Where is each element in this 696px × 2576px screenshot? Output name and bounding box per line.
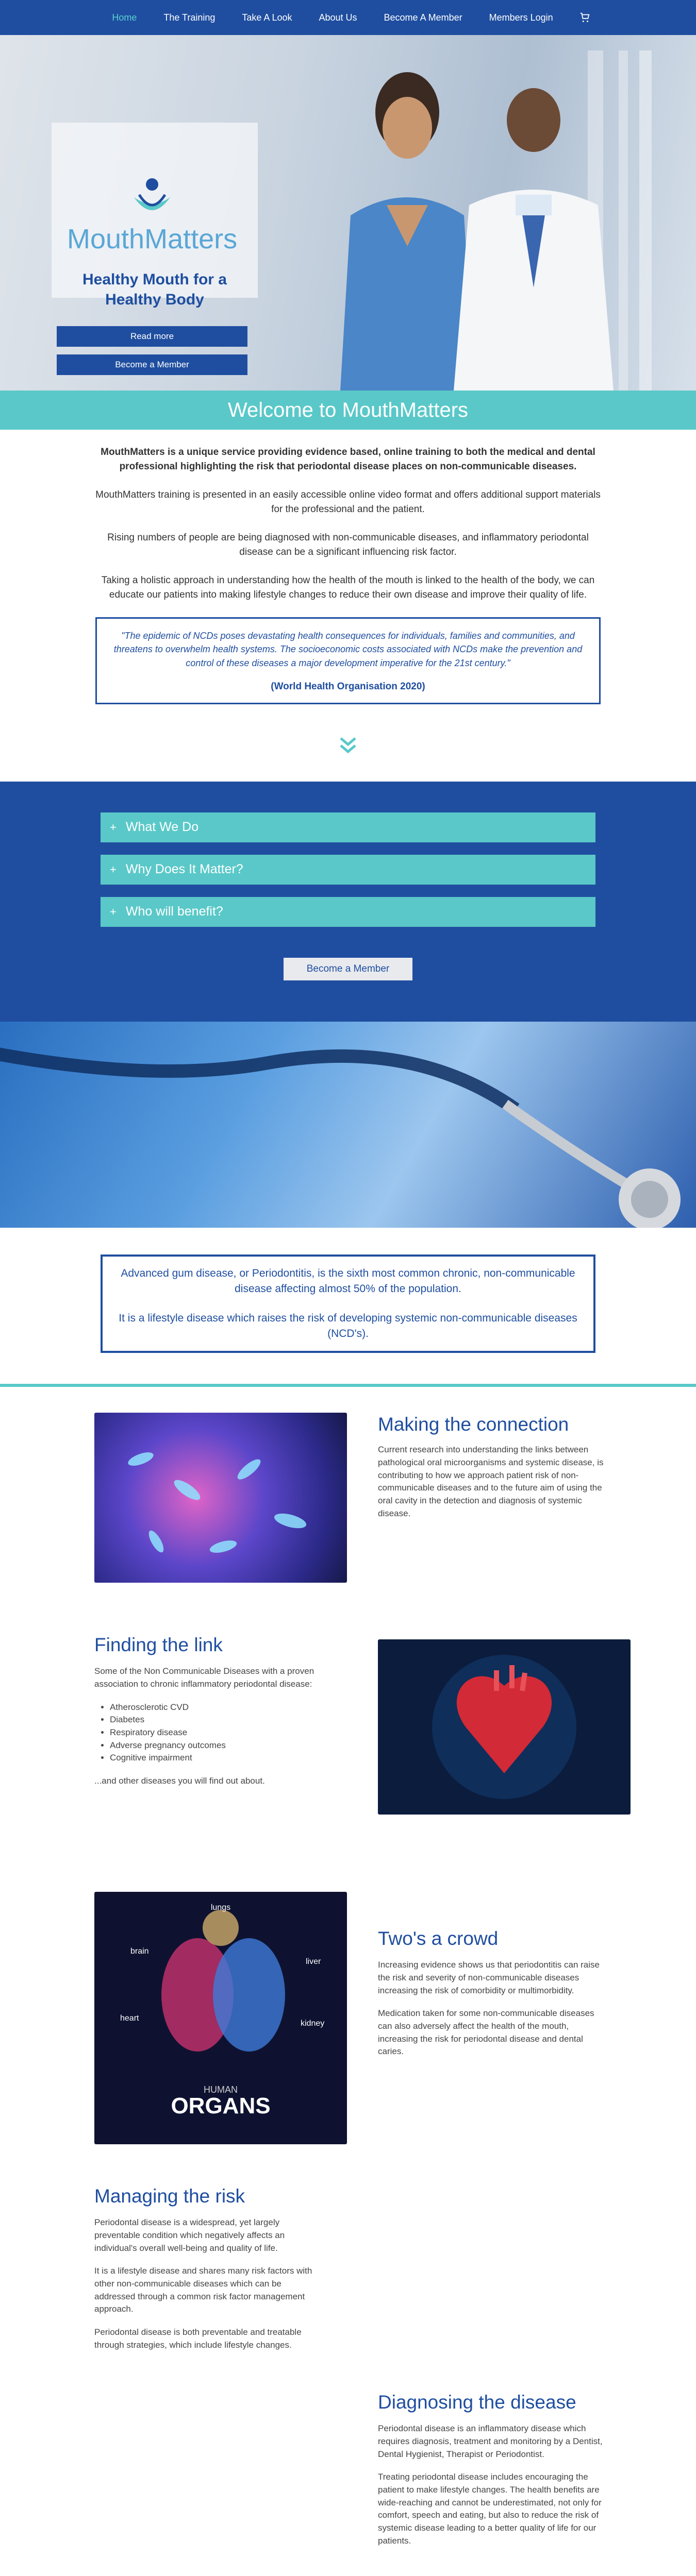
nav-about-us[interactable]: About Us bbox=[319, 12, 357, 23]
link-title: Finding the link bbox=[94, 1634, 223, 1656]
section-managing-the-risk bbox=[0, 2149, 696, 2381]
link-intro: Some of the Non Communicable Diseases with a proven association to chronic inflammatory periodontal disease: bbox=[94, 1666, 314, 1689]
intro-paragraph-1: MouthMatters is a unique service providing evidence based, online training to both the medical and dental professional highlighting the risk that periodontal disease places on non-communicable diseases. bbox=[101, 447, 595, 472]
nav-take-a-look[interactable]: Take A Look bbox=[242, 12, 292, 23]
faq-become-member-button[interactable]: Become a Member bbox=[284, 958, 412, 980]
faq-who-will-benefit[interactable] bbox=[101, 897, 595, 927]
organ-label-lungs: lungs bbox=[210, 1903, 231, 1912]
faq-section bbox=[0, 782, 696, 1022]
hero-headline: Healthy Mouth for a Healthy Body bbox=[82, 271, 227, 308]
nav-become-a-member[interactable]: Become A Member bbox=[384, 12, 462, 23]
list-item: • Cognitive impairment bbox=[110, 1752, 321, 1765]
callout-section bbox=[0, 1228, 696, 1387]
list-item: • Adverse pregnancy outcomes bbox=[110, 1739, 321, 1752]
cart-icon[interactable] bbox=[579, 12, 590, 23]
organ-label-kidney: kidney bbox=[301, 2019, 325, 2028]
list-item: • Atherosclerotic CVD bbox=[110, 1701, 321, 1714]
who-quote-text: "The epidemic of NCDs poses devastating health consequences for individuals, families and communities, and threatens to overwhelm health systems. The socioeconomic costs associated with NCDs make the prevention and control of these diseases a major development imperative for the 21st century." bbox=[113, 631, 583, 668]
hero-banner bbox=[0, 35, 696, 391]
faq-label: Why Does It Matter? bbox=[125, 862, 243, 877]
doctors-photo bbox=[299, 50, 670, 391]
organ-label-liver: liver bbox=[306, 1957, 321, 1967]
plus-icon: + bbox=[110, 862, 117, 876]
welcome-title: Welcome to MouthMatters bbox=[0, 391, 696, 430]
section-diagnosing-the-disease bbox=[0, 2381, 696, 2576]
crowd-paragraph-1: Increasing evidence shows us that periodontitis can raise the risk and severity of non-communicable diseases increasing the risk of comorbidity or multimorbidity. bbox=[378, 1960, 600, 1995]
risk-title: Managing the risk bbox=[94, 2185, 245, 2207]
intro-section bbox=[0, 430, 696, 709]
organ-label-organs: ORGANS bbox=[171, 2093, 271, 2119]
organ-label-heart: heart bbox=[120, 2014, 139, 2023]
human-organs-image bbox=[94, 1892, 347, 2144]
stethoscope-graphic bbox=[0, 1022, 696, 1228]
link-outro: ...and other diseases you will find out about. bbox=[94, 1775, 265, 1786]
scroll-down-zone bbox=[0, 709, 696, 782]
hero-become-member-button[interactable]: Become a Member bbox=[57, 354, 247, 375]
connection-paragraph: Current research into understanding the links between pathological oral microorganisms and systemic disease, is contributing to how we approach patient risk of non-communicable diseases and to the future aim of using the oral cavity in the detection and diagnosis of systemic disease. bbox=[378, 1445, 604, 1518]
risk-paragraph-1: Periodontal disease is a widespread, yet largely preventable condition which negatively affects an individual's overall well-being and quality of life. bbox=[94, 2217, 285, 2253]
callout-paragraph-2: It is a lifestyle disease which raises the risk of developing systemic non-communicable diseases (NCD's). bbox=[119, 1312, 577, 1340]
who-quote-source: (World Health Organisation 2020) bbox=[271, 681, 425, 692]
heart-image bbox=[378, 1639, 631, 1815]
ncd-list bbox=[110, 1701, 321, 1765]
crowd-title: Two's a crowd bbox=[378, 1928, 499, 1950]
plus-icon: + bbox=[110, 905, 117, 918]
plus-icon: + bbox=[110, 820, 117, 834]
diagnosing-title: Diagnosing the disease bbox=[378, 2392, 576, 2413]
connection-text bbox=[378, 1444, 605, 1530]
section-twos-a-crowd bbox=[0, 1882, 696, 2149]
diagnosing-paragraph-2: Treating periodontal disease includes encouraging the patient to make lifestyle changes. The health benefits are wide-reaching and cannot be underestimated, not only for comfort, speech and eating, but also to reduce the risk of systemic disease leading to a better quality of life for our patients. bbox=[378, 2472, 602, 2546]
faq-why-does-it-matter[interactable] bbox=[101, 855, 595, 885]
connection-title: Making the connection bbox=[378, 1414, 569, 1435]
faq-label: What We Do bbox=[125, 820, 199, 835]
list-item: • Diabetes bbox=[110, 1714, 321, 1726]
organ-label-human: HUMAN bbox=[204, 2084, 238, 2095]
risk-paragraph-3: Periodontal disease is both preventable and treatable through strategies, which include lifestyle changes. bbox=[94, 2327, 302, 2350]
read-more-button[interactable]: Read more bbox=[57, 326, 247, 347]
risk-text bbox=[94, 2216, 321, 2362]
intro-paragraph-3: Rising numbers of people are being diagnosed with non-communicable diseases, and inflammatory periodontal disease can be a significant influencing risk factor. bbox=[107, 532, 589, 557]
intro-paragraph-4: Taking a holistic approach in understanding how the health of the mouth is linked to the health of the body, we can educate our patients into making lifestyle changes to reduce their own disease and improve their quality of life. bbox=[101, 575, 595, 600]
intro-paragraph-2: MouthMatters training is presented in an easily accessible online video format and offers additional support materials for the professional and the patient. bbox=[95, 489, 601, 515]
faq-label: Who will benefit? bbox=[125, 904, 223, 919]
main-navbar bbox=[0, 0, 696, 35]
nav-members-login[interactable]: Members Login bbox=[489, 12, 553, 23]
organ-label-brain: brain bbox=[130, 1947, 149, 1956]
mouthmatters-logo-icon bbox=[124, 174, 180, 226]
section-making-the-connection bbox=[0, 1387, 696, 1634]
section-finding-the-link bbox=[0, 1634, 696, 1882]
crowd-text bbox=[378, 1959, 605, 2068]
nav-the-training[interactable]: The Training bbox=[163, 12, 216, 23]
crowd-paragraph-2: Medication taken for some non-communicable diseases can also adversely affect the health of the mouth, increasing the risk for periodontal disease and dental caries. bbox=[378, 2008, 594, 2057]
who-quote-box bbox=[95, 617, 601, 704]
double-chevron-down-icon[interactable] bbox=[337, 734, 359, 757]
periodontitis-callout bbox=[101, 1255, 595, 1353]
diagnosing-paragraph-1: Periodontal disease is an inflammatory disease which requires diagnosis, treatment and monitoring by a Dentist, Dental Hygienist, Therapist or Periodontist. bbox=[378, 2424, 603, 2459]
callout-paragraph-1: Advanced gum disease, or Periodontitis, is the sixth most common chronic, non-communicable disease affecting almost 50% of the population. bbox=[121, 1267, 575, 1295]
risk-paragraph-2: It is a lifestyle disease and shares many risk factors with other non-communicable diseases which can be addressed through a common risk factor management approach. bbox=[94, 2266, 312, 2314]
nav-home[interactable]: Home bbox=[112, 12, 137, 23]
list-item: • Respiratory disease bbox=[110, 1726, 321, 1739]
diagnosing-text bbox=[378, 2422, 605, 2557]
logo-text: MouthMatters bbox=[67, 224, 238, 255]
link-text bbox=[94, 1665, 321, 1798]
faq-what-we-do[interactable] bbox=[101, 812, 595, 842]
stethoscope-image bbox=[0, 1022, 696, 1228]
bacteria-image bbox=[94, 1413, 347, 1583]
